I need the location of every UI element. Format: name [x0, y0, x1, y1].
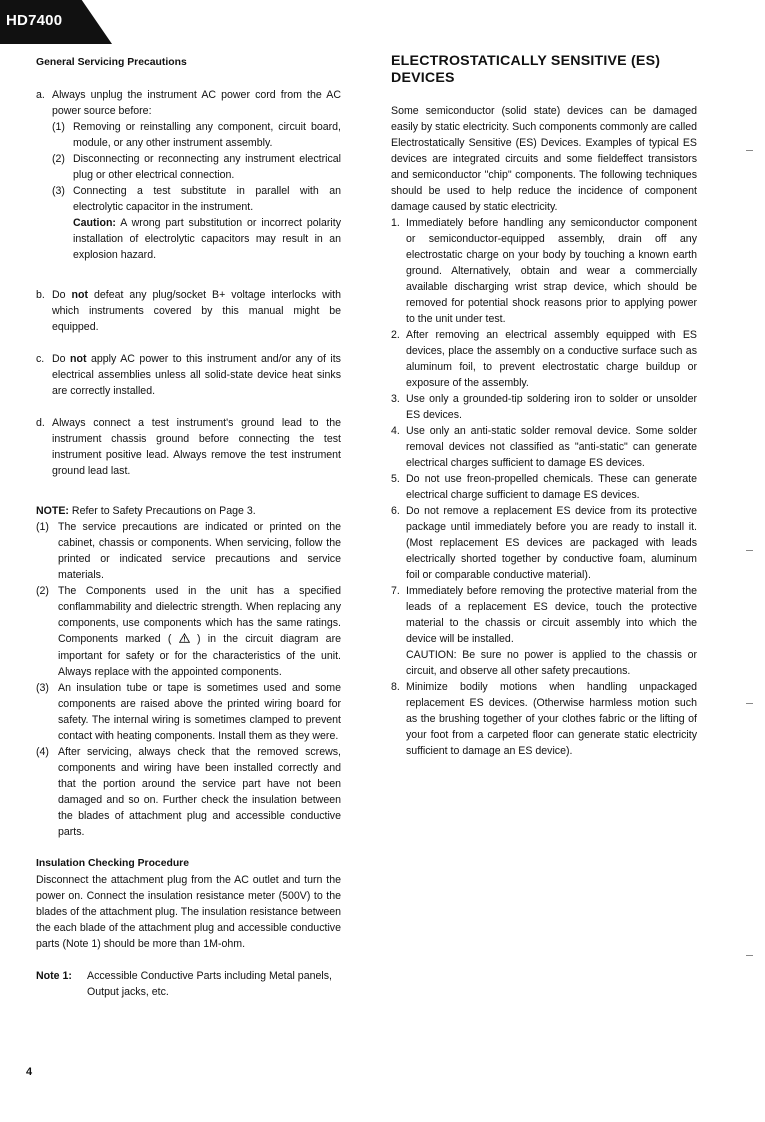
spacer — [36, 263, 341, 287]
emphasis-not: not — [70, 353, 87, 365]
note-item — [36, 583, 341, 680]
es-text-block — [406, 583, 697, 679]
es-item — [391, 391, 697, 423]
warning-triangle-icon — [179, 632, 190, 648]
es-item — [391, 503, 697, 583]
note-item-text: The service precautions are indicated or printed on the cabinet, chassis or components. When servicing, follow the printed or indicated service precautions and service materials. — [58, 521, 341, 581]
es-marker: 5. — [391, 473, 400, 485]
text-post: apply AC power to this instrument and/or any of its electrical assemblies unless all solid-state device heat sinks are correctly installed. — [52, 353, 341, 397]
note-marker: (4) — [36, 746, 49, 758]
es-caution: CAUTION: Be sure no power is applied to the chassis or circuit, and observe all other safety precautions. — [406, 649, 697, 677]
es-item — [391, 583, 697, 679]
text-pre: Do — [52, 353, 66, 365]
caution-text: A wrong part substitution or incorrect polarity installation of electrolytic capacitors may result in an explosion hazard. — [73, 217, 342, 261]
note-text-a: The Components used in the unit has a specified conflammability and dielectric strength. When replacing any components, use components which has the same ratings. Components marked ( — [58, 585, 341, 645]
caution-paragraph — [36, 215, 341, 263]
spacer — [36, 840, 341, 856]
es-text: Do not remove a replacement ES device from its protective package until immediately before you are ready to install it. (Most replacement ES devices are packaged with leads electrically shorted together by conductive foam, aluminum foil or comparable conductive material). — [406, 505, 697, 581]
es-marker: 2. — [391, 329, 400, 341]
sub-text: Connecting a test substitute in parallel with an electrolytic capacitor in the instrument. — [73, 185, 341, 213]
model-label: HD7400 — [6, 12, 63, 29]
sub-marker: (1) — [52, 121, 65, 133]
es-text: Immediately before handling any semiconductor component or semiconductor-equipped assembly, drain off any electrostatic charge on your body by touching a known earth ground. Alternatively, obtain and wear a commercially available discharging wrist strap device, which should be removed for potential shock reasons prior to applying power to the unit under test. — [406, 217, 697, 325]
es-text: Minimize bodily motions when handling unpackaged replacement ES devices. (Otherwise harmless motion such as the brushing together of your clothes fabric or the lifting of your foot from a carpeted floor can generate static electricity sufficient to damage an ES device). — [406, 681, 697, 757]
insulation-text: Disconnect the attachment plug from the AC outlet and turn the power on. Connect the insulation resistance meter (500V) to the blades of the attachment plug. The insulation resistance between the each blade of the attachment plug and accessible conductive parts (Note 1) should be more than 1M-ohm. — [36, 874, 341, 950]
note-line — [36, 503, 341, 519]
note-text-b: ) in the circuit diagram are important for safety or for the characteristics of the unit. Always replace with the appointed components. — [58, 633, 341, 678]
es-marker: 7. — [391, 585, 400, 597]
spacer — [36, 399, 341, 415]
es-text: Use only an anti-static solder removal device. Some solder removal devices not classified as "anti-static" can generate electrical charges sufficient to damage ES devices. — [406, 425, 697, 469]
es-title-line2: DEVICES — [391, 70, 455, 86]
note-item-text: After servicing, always check that the removed screws, components and wiring have been installed correctly and that the portion around the service part have not been damaged and so on. Further check the insulation between the blades of attachment plug and accessible conductive parts. — [58, 746, 341, 838]
es-text: Do not use freon-propelled chemicals. These can generate electrical charge sufficient to damage ES devices. — [406, 473, 697, 501]
note1-text: Accessible Conductive Parts including Metal panels, Output jacks, etc. — [87, 970, 332, 998]
es-marker: 4. — [391, 425, 400, 437]
note-marker: (2) — [36, 585, 49, 597]
es-text: Use only a grounded-tip soldering iron to solder or unsolder ES devices. — [406, 393, 697, 421]
sub-marker: (3) — [52, 185, 65, 197]
es-marker: 8. — [391, 681, 400, 693]
sub-item — [52, 151, 341, 183]
spacer — [391, 87, 697, 103]
note-marker: (1) — [36, 521, 49, 533]
es-text: After removing an electrical assembly equipped with ES devices, place the assembly on a conductive surface such as aluminum foil, to prevent electrostatic charge buildup or exposure of the assembly. — [406, 329, 697, 389]
note-item-text — [58, 583, 341, 680]
precaution-marker: a. — [36, 89, 45, 101]
precaution-text — [52, 351, 341, 399]
es-intro: Some semiconductor (solid state) devices can be damaged easily by static electricity. Such components commonly are called Electrostatically Sensitive (ES) Devices. Examples of typical ES devices are integrated circuits and some fieldeffect transistors and semiconductor "chip" components. The following techniques should be used to help reduce the incidence of component damage caused by static electricity. — [391, 105, 697, 213]
note-item-text: An insulation tube or tape is sometimes used and some components are raised above the printed wiring board for safety. The internal wiring is sometimes clamped to prevent contact with heating components. Install them as they were. — [58, 682, 341, 742]
note-marker: (3) — [36, 682, 49, 694]
margin-mark — [746, 703, 753, 704]
note1 — [36, 968, 341, 1000]
es-item — [391, 679, 697, 759]
sub-text: Disconnecting or reconnecting any instrument electrical plug or other electrical connection. — [73, 153, 341, 181]
precaution-c — [36, 351, 341, 399]
sub-text: Removing or reinstalling any component, circuit board, module, or any other instrument assembly. — [73, 121, 341, 149]
es-text: Immediately before removing the protective material from the leads of a replacement ES device, touch the protective material to the chassis or circuit assembly into which the device will be installed. — [406, 585, 697, 645]
caution-label: Caution: — [73, 217, 116, 229]
es-item — [391, 471, 697, 503]
es-title — [391, 53, 697, 87]
es-item — [391, 215, 697, 327]
precaution-text: Always unplug the instrument AC power cord from the AC power source before: — [52, 89, 341, 117]
es-title-line1: ELECTROSTATICALLY SENSITIVE (ES) — [391, 53, 661, 69]
left-column — [36, 55, 341, 1000]
insulation-title: Insulation Checking Procedure — [36, 858, 190, 869]
margin-mark — [746, 955, 753, 956]
sub-item — [52, 119, 341, 151]
es-marker: 6. — [391, 505, 400, 517]
precaution-text — [52, 287, 341, 335]
spacer — [36, 479, 341, 503]
precaution-marker: b. — [36, 289, 45, 301]
spacer — [36, 952, 341, 968]
precaution-d — [36, 415, 341, 479]
sub-item — [52, 183, 341, 215]
page-number: 4 — [26, 1066, 33, 1078]
note-item — [36, 680, 341, 744]
text-pre: Do — [52, 289, 66, 301]
margin-mark — [746, 150, 753, 151]
precaution-b — [36, 287, 341, 335]
note1-label: Note 1: — [36, 970, 72, 982]
precaution-marker: c. — [36, 353, 45, 365]
right-column — [391, 53, 697, 759]
es-marker: 3. — [391, 393, 400, 405]
text-post: defeat any plug/socket B+ voltage interlocks with which instruments covered by this manual might be equipped. — [52, 289, 341, 333]
note-text: Refer to Safety Precautions on Page 3. — [71, 505, 256, 517]
note-item — [36, 744, 341, 840]
note-label: NOTE: — [36, 505, 69, 517]
spacer — [36, 335, 341, 351]
es-item — [391, 423, 697, 471]
es-item — [391, 327, 697, 391]
note-item — [36, 519, 341, 583]
es-marker: 1. — [391, 217, 400, 229]
precaution-text: Always connect a test instrument's ground lead to the instrument chassis ground before connecting the test instrument positive lead. Always remove the test instrument ground lead last. — [52, 417, 341, 477]
emphasis-not: not — [71, 289, 89, 301]
precaution-a-subitems — [36, 119, 341, 215]
sub-marker: (2) — [52, 153, 65, 165]
precaution-a — [36, 87, 341, 119]
general-servicing-title: General Servicing Precautions — [36, 57, 187, 68]
margin-mark — [746, 550, 753, 551]
precaution-marker: d. — [36, 417, 45, 429]
spacer — [36, 71, 341, 87]
